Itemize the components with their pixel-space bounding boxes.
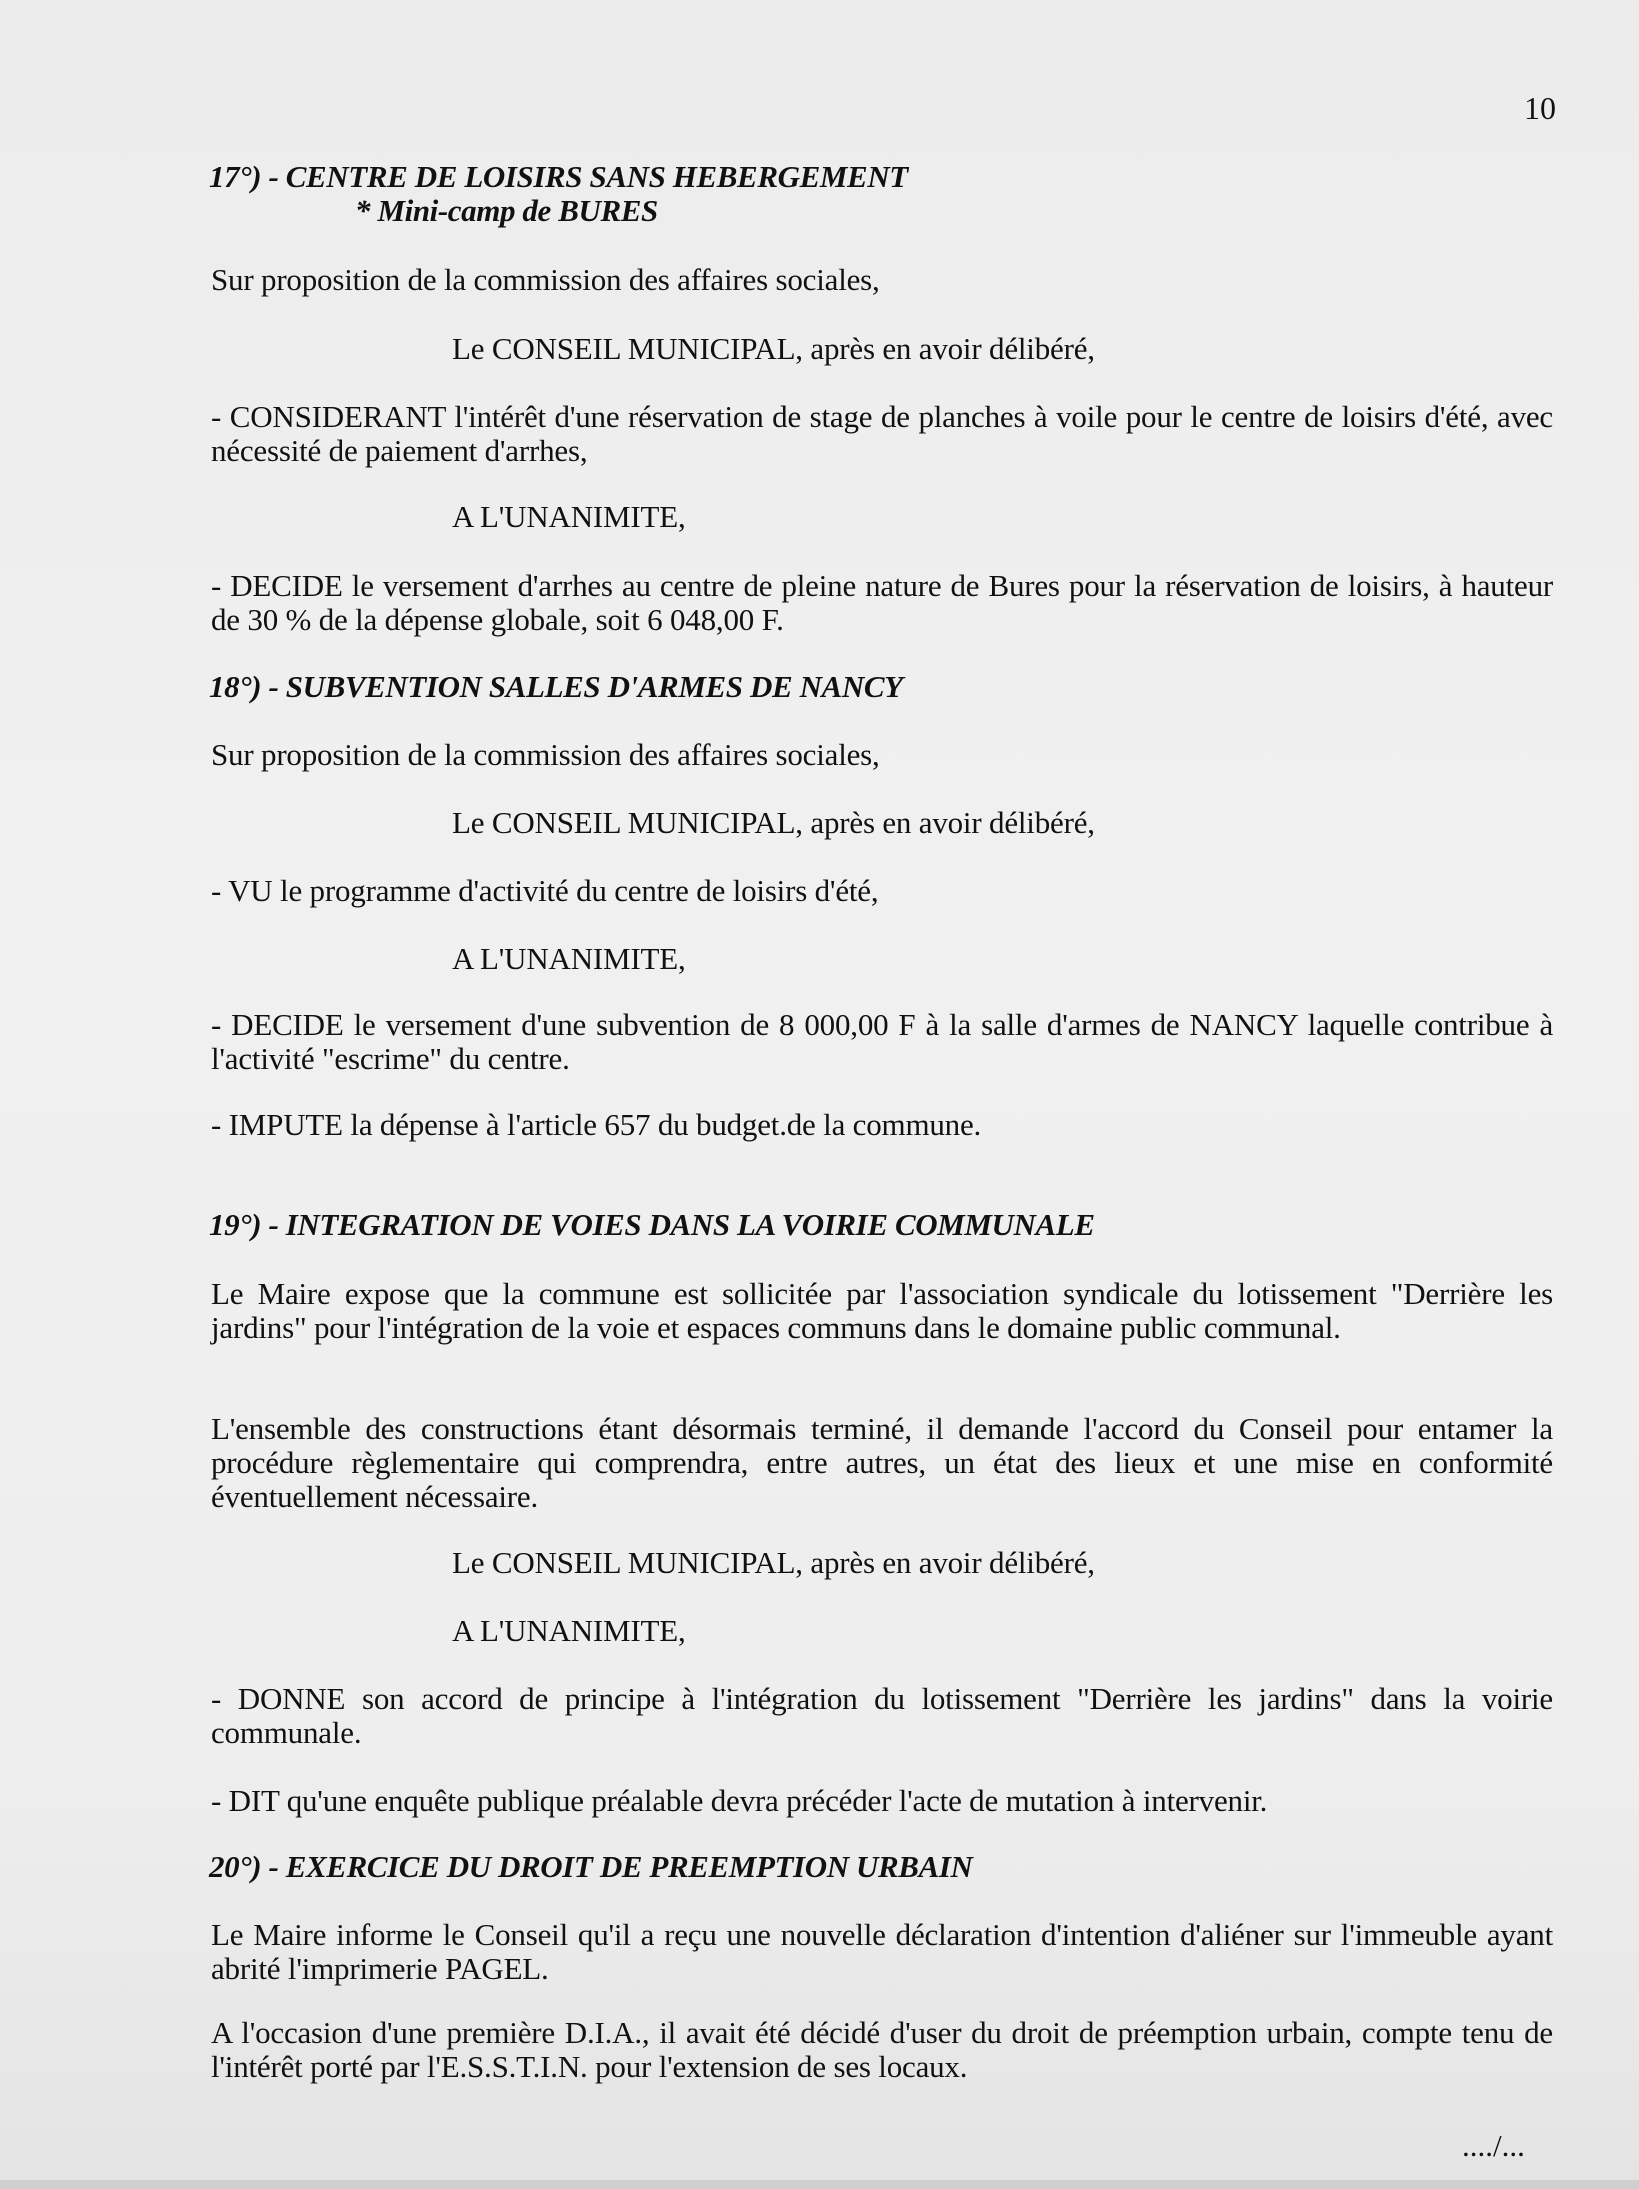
section-19-council: Le CONSEIL MUNICIPAL, après en avoir délibéré, [452, 1545, 1095, 1580]
section-20-para1: Le Maire informe le Conseil qu'il a reçu une nouvelle déclaration d'intention d'aliéner sur l'immeuble ayant abrité l'imprimerie PAGEL. [211, 1917, 1553, 1986]
section-17-proposal: Sur proposition de la commission des affaires sociales, [211, 262, 880, 297]
section-19-para1: Le Maire expose que la commune est sollicitée par l'association syndicale du lotissement "Derrière les jardins" pour l'intégration de la voie et espaces communs dans le domaine public communal. [211, 1276, 1553, 1345]
continuation-mark: ..../... [1462, 2128, 1525, 2163]
section-18-vu: - VU le programme d'activité du centre de loisirs d'été, [211, 873, 879, 908]
section-18-proposal: Sur proposition de la commission des affaires sociales, [211, 737, 880, 772]
section-19-donne: - DONNE son accord de principe à l'intégration du lotissement "Derrière les jardins" dans la voirie communale. [211, 1681, 1553, 1750]
section-17-subheading: * Mini-camp de BURES [355, 193, 658, 228]
section-19-vote: A L'UNANIMITE, [452, 1613, 686, 1648]
section-17-decide: - DECIDE le versement d'arrhes au centre de pleine nature de Bures pour la réservation de loisirs, à hauteur de 30 % de la dépense globale, soit 6 048,00 F. [211, 568, 1553, 637]
section-18-vote: A L'UNANIMITE, [452, 941, 686, 976]
section-19-dit: - DIT qu'une enquête publique préalable devra précéder l'acte de mutation à intervenir. [211, 1783, 1268, 1818]
section-17-heading: 17°) - CENTRE DE LOISIRS SANS HEBERGEMENT [209, 159, 908, 194]
page-number: 10 [1524, 90, 1556, 126]
section-18-council: Le CONSEIL MUNICIPAL, après en avoir délibéré, [452, 805, 1095, 840]
section-18-heading: 18°) - SUBVENTION SALLES D'ARMES DE NANCY [209, 669, 903, 704]
section-20-heading: 20°) - EXERCICE DU DROIT DE PREEMPTION URBAIN [209, 1849, 973, 1884]
section-17-considerant: - CONSIDERANT l'intérêt d'une réservation de stage de planches à voile pour le centre de loisirs d'été, avec nécessité de paiement d'arrhes, [211, 399, 1553, 468]
section-17-council: Le CONSEIL MUNICIPAL, après en avoir délibéré, [452, 331, 1095, 366]
section-18-decide: - DECIDE le versement d'une subvention de 8 000,00 F à la salle d'armes de NANCY laquelle contribue à l'activité "escrime" du centre. [211, 1007, 1553, 1076]
section-20-para2: A l'occasion d'une première D.I.A., il avait été décidé d'user du droit de préemption urbain, compte tenu de l'intérêt porté par l'E.S.S.T.I.N. pour l'extension de ses locaux. [211, 2015, 1553, 2084]
section-19-heading: 19°) - INTEGRATION DE VOIES DANS LA VOIRIE COMMUNALE [209, 1207, 1095, 1242]
section-19-para2: L'ensemble des constructions étant désormais terminé, il demande l'accord du Conseil pour entamer la procédure règlementaire qui comprendra, entre autres, un état des lieux et une mise en conformité éventuellement nécessaire. [211, 1411, 1553, 1514]
section-18-impute: - IMPUTE la dépense à l'article 657 du budget.de la commune. [211, 1107, 982, 1142]
section-17-vote: A L'UNANIMITE, [452, 499, 686, 534]
page-bottom-edge [0, 2180, 1639, 2189]
